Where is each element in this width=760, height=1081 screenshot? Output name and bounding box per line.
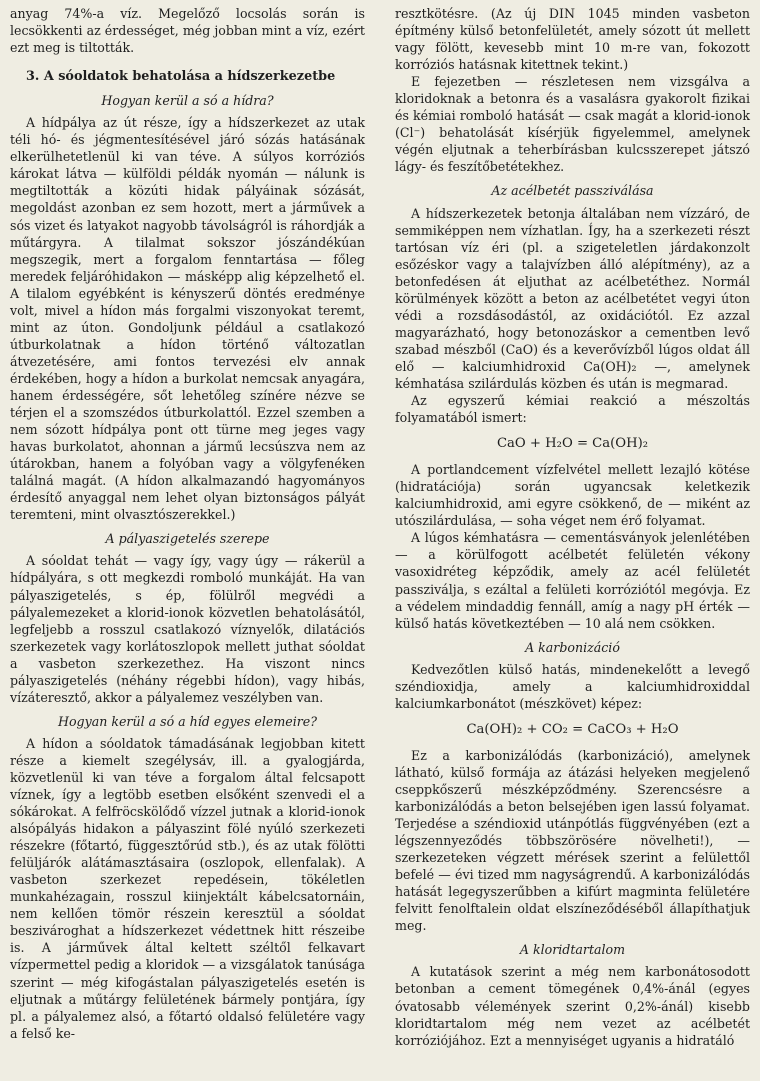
left-column [10,5,365,1081]
subheading: Az acélbetét passziválása [491,183,654,199]
subheading: A pályaszigetelés szerepe [105,531,270,547]
subheading: A karbonizáció [525,639,620,655]
paragraph: A lúgos kémhatásra — cementásványok jelenlétében — a körülfogott acélbetét felületén vékony vasoxidréteg képződik, amely az acél felületét passziválja, s ezáltal a felületi korróziótól megóvja. Ez a védelem mindaddig fennáll, amíg a nagy pH érték — külső hatás következtében — 10 alá nem csökken. [395,530,750,631]
paragraph: A portlandcement vízfelvétel mellett lezajló kötése (hidratációja) során ugyancsak keletkezik kalciumhidroxid, ami egyre csökkenő, de — miként az utószilárdulása, — soha véget nem érő folyamat. [395,462,750,529]
paragraph: A hídszerkezetek betonja általában nem vízzáró, de semmiképpen nem vízhatlan. Így, ha a szerkezeti részt tartósan víz éri (pl. a szigeteletlen járdakonzolt esőzéskor vagy a talajvízben álló alépítmény), az a betonfedésen át eljuthat az acélbetéthez. Normál körülmények között a beton az acélbetétet vegyi úton védi a rozsdásodástól, az oxidációtól. Ez azzal magyarázható, hogy betonozáskor a cementben levő szabad mészből (CaO) és a keverővízből lúgos oldat áll elő — kalciumhidroxid Ca(OH)₂ —, amelynek kémhatása szilárdulás közben és után is megmarad. [395,205,750,391]
chemical-formula: CaO + H₂O = Ca(OH)₂ [496,436,649,452]
paragraph: Kedvezőtlen külső hatás, mindenekelőtt a levegő széndioxidja, amely a kalciumhidroxiddal kalciumkarbonátot (mészkövet) képez: [395,661,750,711]
paragraph: A hídon a sóoldatok támadásának legjobban kitett része a kiemelt szegélysáv, ill. a gyalogjárda, közvetlenül ki van téve a forgalom által felcsapott víznek, így a legtöbb esetben elsőként szenvedi el a sókárokat. A felfröcskölődő vízzel jutnak a klorid-ionok alsópályás hidakon a pályaszint fölé nyúló szerkezeti részekre (főtartó, függesztőrúd stb.), és az utak fölötti felüljárók alátámasztásaira (oszlopok, ellenfalak). A vasbeton szerkezet repedésein, tökéletlen munkahézagain, rosszul kiinjektált kábelcsatornáin, nem kellően tömör részein keresztül a sóoldat beszivároghat a hídszerkezet védettnek hitt részeibe is. A járművek által keltett széltől felkavart vízpermettel pedig a kloridok — a vizsgálatok tanúsága szerint — még kifogástalan pályaszigetelés esetén is eljutnak a műtárgy felületének bármely pontjára, így pl. a pályalemez alsó, a főtartó oldalsó felületére vagy a felső ke- [10,735,365,1041]
subheading: A kloridtartalom [519,942,626,958]
subheading: Hogyan kerül a só a hídra? [101,93,274,109]
right-column [395,5,750,1081]
paragraph: Ez a karbonizálódás (karbonizáció), amelynek látható, külső formája az átázási helyeken megjelenő cseppkőszerű mészképződmény. Szerencsésre a karbonizálódás a beton belsejében igen lassú folyamat. Terjedése a széndioxid utánpótlás függvényében (ezt a légszennyeződés többszörösére növelheti!), — szerkezeteken végzett mérések szerint a felülettől befelé — évi tized mm nagyságrendű. A karbonizálódás hatását legegyszerűbben a kifúrt magminta felületére felvitt fenolftalein oldat elszíneződéséből állapíthatjuk meg. [395,747,750,934]
paragraph: A hídpálya az út része, így a hídszerkezet az utak téli hó- és jégmentesítésével járó sózás hatásának elkerülhetetlenül ki van téve. A súlyos korróziós károkat látva — külföldi példák nyomán — nálunk is megtiltották a közúti hidak pályáinak sózását, megoldást azonban ez sem hozott, mert a járművek a sós vizet és latyakot nagyobb távolságról is ráhordják a műtárgyra. A tilalmat sokszor jószándékúan megszegik, mert a forgalom fenntartása — főleg meredek feljáróhidakon — másképp alig képzelhető el. A tilalom egyébként is kényszerű döntés eredménye volt, mivel a hídon más forgalmi viszonyokat teremt, mint az úton. Gondoljunk például a csatlakozó útburkolatnak a hídon történő változatlan átvezetésére, ami fontos tervezési elv annak érdekében, hogy a hídon a burkolat nemcsak anyagára, hanem érdességére, sőt lehetőleg színére nézve se térjen el a szomszédos útburkolattól. Ezzel szemben a nem sózott hídpálya pont ott türne meg jeges vagy havas burkolatot, ahonnan a jármű lecsúszva nem az útárokban, hanem a folyóban vagy a völgyfenéken találná magát. (A hídon alkalmazandó hagyományos érdesítő anyaggal nem lehet olyan biztonságos pályát teremteni, mint olvasztószerekkel.) [10,115,366,523]
chemical-formula: Ca(OH)₂ + CO₂ = CaCO₃ + H₂O [466,721,679,737]
paragraph: resztkötésre. (Az új DIN 1045 minden vasbeton építmény külső betonfelületét, amely sózott út mellett vagy fölött, kevesebb mint 10 m-re van, fokozott korróziós hatásnak kitettnek tekint.) [395,6,750,73]
subheading: Hogyan kerül a só a híd egyes elemeire? [57,713,317,729]
paragraph: anyag 74%-a víz. Megelőző locsolás során is lecsökkenti az érdességet, még jobban mint a víz, ezért ezt meg is tiltották. [10,6,365,56]
section-title: 3. A sóoldatok behatolása a hídszerkezetbe [26,69,336,85]
paragraph: E fejezetben — részletesen nem vizsgálva a kloridoknak a betonra és a vasalásra gyakorolt fizikai és kémiai romboló hatását — csak magát a klorid-ionok (Cl⁻) behatolását kísérjük figyelemmel, amelynek végén eljutnak a teherbírásban kulcsszerepet játszó lágy- és feszítőbetétekhez. [395,74,750,175]
paragraph: A sóoldat tehát — vagy így, vagy úgy — rákerül a hídpályára, s ott megkezdi romboló munkáját. Ha van pályaszigetelés, s ép, fölülről megvédi a pályalemezeket a klorid-ionok közvetlen behatolásától, legfeljebb a rosszul csatlakozó víznyelők, dilatációs szerkezetek vagy korlátoszlopok mellett juthat sóoldat a vasbeton szerkezethez. Ha viszont nincs pályaszigetelés (néhány régebbi hídon), vagy hibás, vízáteresztő, akkor a pályalemez veszélyben van. [10,553,365,705]
paragraph: Az egyszerű kémiai reakció a mészoltás folyamatából ismert: [395,393,750,426]
paragraph: A kutatások szerint a még nem karbonátosodott betonban a cement tömegének 0,4%-ánál (egyes óvatosabb vélemények szerint 0,2%-ánál) kisebb kloridtartalom még nem vezet az acélbetét korróziójához. Ezt a mennyiséget ugyanis a hidratáló [395,964,750,1048]
